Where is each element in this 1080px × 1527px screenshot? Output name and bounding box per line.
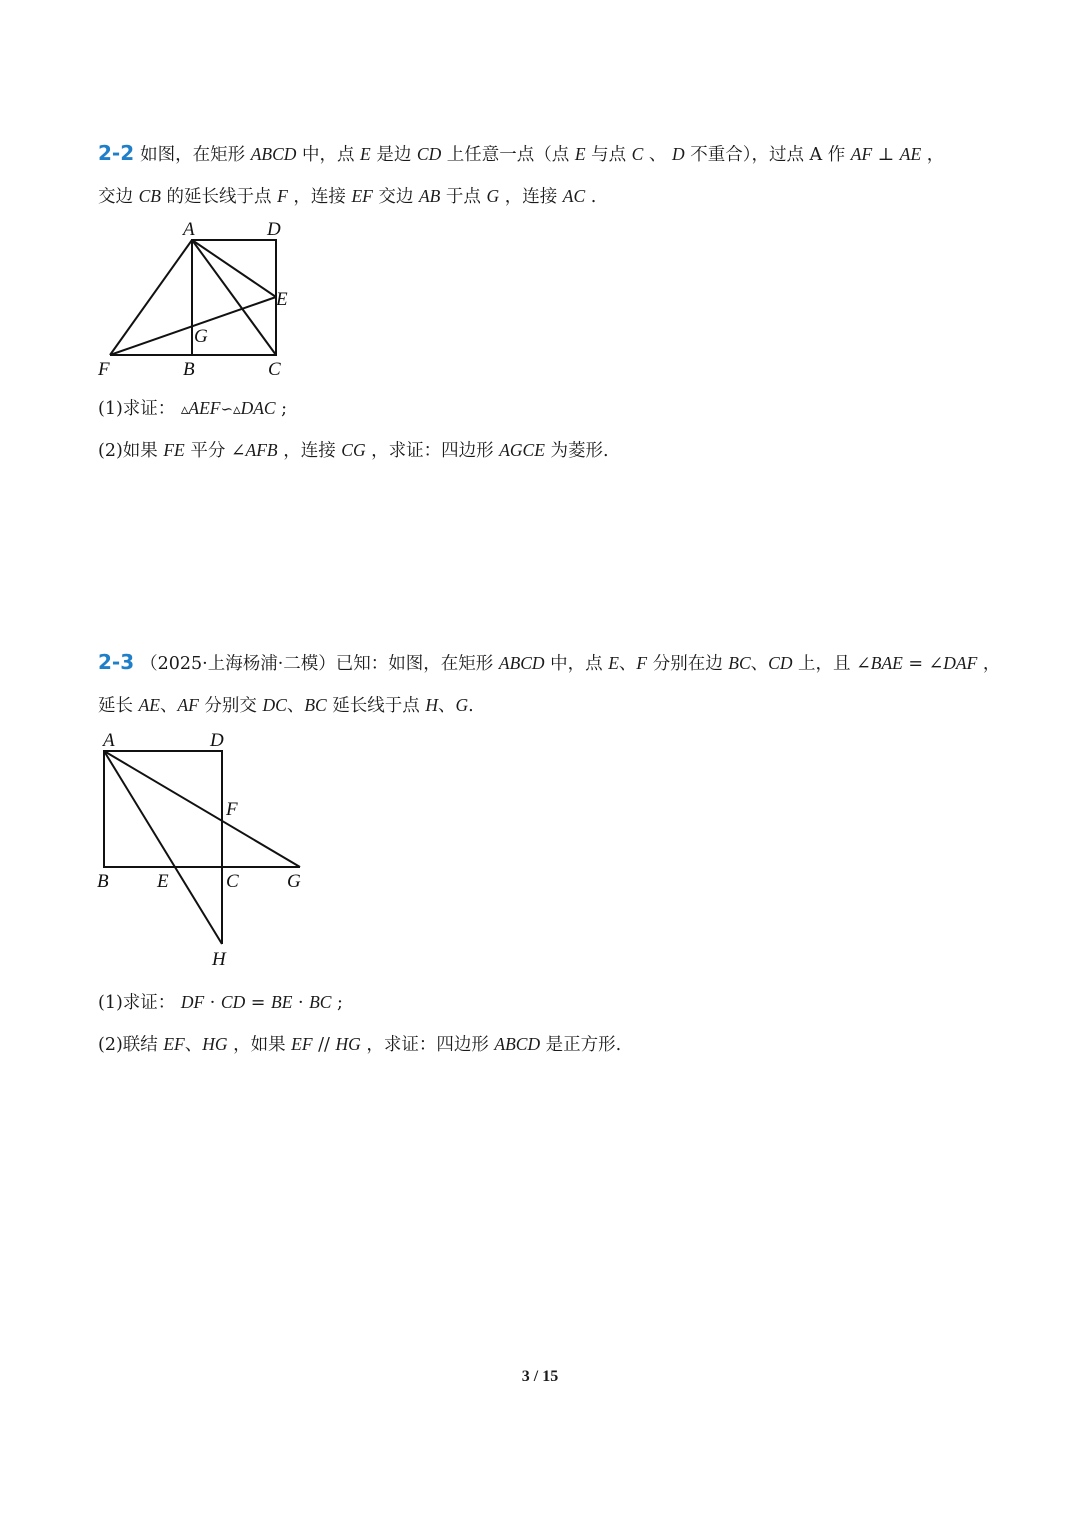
label-a: A bbox=[183, 219, 195, 240]
segment-af bbox=[110, 240, 192, 355]
text-run: ⊥ bbox=[872, 145, 900, 165]
text-run: = bbox=[245, 993, 271, 1013]
label-g: G bbox=[194, 326, 208, 347]
text-run: (2)如果 bbox=[98, 441, 164, 461]
math-term: E bbox=[608, 653, 619, 673]
math-term: AGCE bbox=[499, 440, 545, 460]
text-run: ， bbox=[921, 145, 945, 165]
question-2-3-part-1 bbox=[98, 990, 343, 1015]
math-term: AB bbox=[418, 186, 441, 206]
math-term: FE bbox=[163, 440, 185, 460]
question-text bbox=[98, 993, 343, 1013]
math-term: HG bbox=[202, 1034, 228, 1054]
label-d: D bbox=[210, 730, 224, 751]
math-term: EF bbox=[163, 1034, 185, 1054]
text-run: 上，且 bbox=[792, 654, 857, 674]
text-run: 交边 bbox=[98, 187, 139, 207]
math-term: BE bbox=[271, 992, 293, 1012]
label-c: C bbox=[226, 871, 239, 892]
question-text bbox=[98, 399, 287, 419]
text-run: = bbox=[902, 654, 929, 674]
math-term: AF bbox=[177, 695, 199, 715]
math-term: C bbox=[631, 144, 644, 164]
segment-ah bbox=[104, 751, 222, 944]
math-term: F bbox=[277, 186, 288, 206]
label-f: F bbox=[98, 359, 110, 380]
label-b: B bbox=[183, 359, 195, 380]
text-run: // bbox=[312, 1035, 336, 1055]
label-a: A bbox=[103, 730, 115, 751]
text-run: 不重合），过点 A 作 bbox=[684, 145, 851, 165]
math-term: EF bbox=[291, 1034, 313, 1054]
text-run: 是正方形. bbox=[540, 1035, 622, 1055]
text-run: ; bbox=[331, 993, 343, 1013]
text-run: ，连接 bbox=[287, 187, 352, 207]
label-b: B bbox=[97, 871, 109, 892]
problem-2-3-line-2 bbox=[98, 693, 474, 718]
problem-statement-text bbox=[140, 654, 1000, 674]
problem-number: 2-2 bbox=[98, 141, 135, 165]
text-run: 上任意一点（点 bbox=[441, 145, 575, 165]
text-run: 的延长线于点 bbox=[160, 187, 278, 207]
question-text bbox=[98, 1035, 621, 1055]
math-term: BC bbox=[309, 992, 332, 1012]
math-term: EF bbox=[351, 186, 373, 206]
segment-ag bbox=[104, 751, 300, 867]
text-run: (2)联结 bbox=[98, 1035, 164, 1055]
text-run: ，如果 bbox=[227, 1035, 292, 1055]
math-term: ∠BAE bbox=[856, 653, 903, 673]
math-term: G bbox=[455, 695, 469, 715]
label-h: H bbox=[212, 949, 226, 970]
math-term: CD bbox=[768, 653, 793, 673]
math-term: D bbox=[672, 144, 685, 164]
text-run: 、 bbox=[159, 696, 178, 716]
page-number: 3 / 15 bbox=[521, 1368, 559, 1385]
problem-2-3-line-1 bbox=[98, 650, 1000, 676]
text-run: ，求证：四边形 bbox=[365, 441, 500, 461]
text-run: 平分 bbox=[184, 441, 231, 461]
text-run: 中，点 bbox=[544, 654, 609, 674]
label-e: E bbox=[276, 289, 288, 310]
text-run: 与点 bbox=[585, 145, 632, 165]
figure-2-3-lines bbox=[104, 751, 300, 944]
math-term: AC bbox=[562, 186, 586, 206]
math-term: AEF bbox=[188, 398, 221, 418]
text-run: 交边 bbox=[372, 187, 419, 207]
text-run: 如图，在矩形 bbox=[140, 145, 251, 165]
text-run: 中，点 bbox=[296, 145, 361, 165]
text-run: 为菱形. bbox=[544, 441, 609, 461]
math-term: ∠AFB bbox=[230, 440, 278, 460]
math-term: E bbox=[574, 144, 586, 164]
question-2-2-part-1 bbox=[98, 396, 287, 421]
text-run: 、 bbox=[184, 1035, 203, 1055]
text-run: 延长线于点 bbox=[326, 696, 426, 716]
text-run: ▵ bbox=[233, 400, 241, 418]
text-run: 分别在边 bbox=[647, 654, 729, 674]
label-d: D bbox=[267, 219, 281, 240]
math-term: AF bbox=[850, 144, 873, 164]
question-2-2-part-2 bbox=[98, 438, 609, 463]
math-term: DF bbox=[180, 992, 205, 1012]
text-run: (1)求证： bbox=[98, 993, 181, 1013]
text-run: ，连接 bbox=[277, 441, 342, 461]
math-term: BC bbox=[304, 695, 327, 715]
math-term: BC bbox=[728, 653, 751, 673]
text-run: 、 bbox=[286, 696, 305, 716]
math-term: CD bbox=[416, 144, 442, 164]
label-g: G bbox=[287, 871, 301, 892]
text-run: ; bbox=[275, 399, 288, 419]
question-text bbox=[98, 441, 609, 461]
text-run: （2025·上海杨浦·二模）已知：如图，在矩形 bbox=[140, 654, 499, 674]
segment-ae bbox=[192, 240, 276, 297]
text-run: · bbox=[204, 993, 221, 1013]
math-term: H bbox=[425, 695, 438, 715]
math-term: ∠DAF bbox=[928, 653, 978, 673]
math-term: DC bbox=[262, 695, 287, 715]
figure-2-2-lines bbox=[110, 240, 276, 355]
text-run: ，连接 bbox=[499, 187, 563, 207]
text-run: ∽ bbox=[220, 400, 234, 418]
text-run: 是边 bbox=[370, 145, 417, 165]
text-run: . bbox=[585, 187, 597, 207]
math-term: CG bbox=[341, 440, 366, 460]
math-term: G bbox=[486, 186, 500, 206]
text-run: 延长 bbox=[98, 696, 139, 716]
rectangle-abcd bbox=[104, 751, 222, 867]
text-run: ， bbox=[977, 654, 1001, 674]
problem-number: 2-3 bbox=[98, 650, 135, 674]
math-term: AE bbox=[138, 695, 160, 715]
math-term: HG bbox=[335, 1034, 361, 1054]
text-run: · bbox=[292, 993, 310, 1013]
text-run: ▵ bbox=[180, 400, 189, 418]
label-c: C bbox=[268, 359, 281, 380]
label-f: F bbox=[226, 799, 238, 820]
text-run: . bbox=[468, 696, 474, 716]
math-term: ABCD bbox=[250, 144, 297, 164]
text-run: 、 bbox=[437, 696, 456, 716]
math-term: ABCD bbox=[498, 653, 545, 673]
math-term: CB bbox=[138, 186, 161, 206]
label-e: E bbox=[157, 871, 169, 892]
question-2-3-part-2 bbox=[98, 1032, 621, 1057]
text-run: ，求证：四边形 bbox=[360, 1035, 495, 1055]
math-term: E bbox=[360, 144, 371, 164]
math-term: ABCD bbox=[494, 1034, 541, 1054]
problem-statement-text bbox=[98, 696, 474, 716]
math-term: AE bbox=[899, 144, 922, 164]
math-term: DAC bbox=[240, 398, 276, 418]
text-run: 于点 bbox=[440, 187, 487, 207]
text-run: (1)求证： bbox=[98, 399, 181, 419]
text-run: 、 bbox=[643, 145, 672, 165]
math-term: F bbox=[636, 653, 648, 673]
text-run: 、 bbox=[618, 654, 637, 674]
text-run: 、 bbox=[750, 654, 769, 674]
math-term: CD bbox=[220, 992, 246, 1012]
text-run: 分别交 bbox=[198, 696, 263, 716]
